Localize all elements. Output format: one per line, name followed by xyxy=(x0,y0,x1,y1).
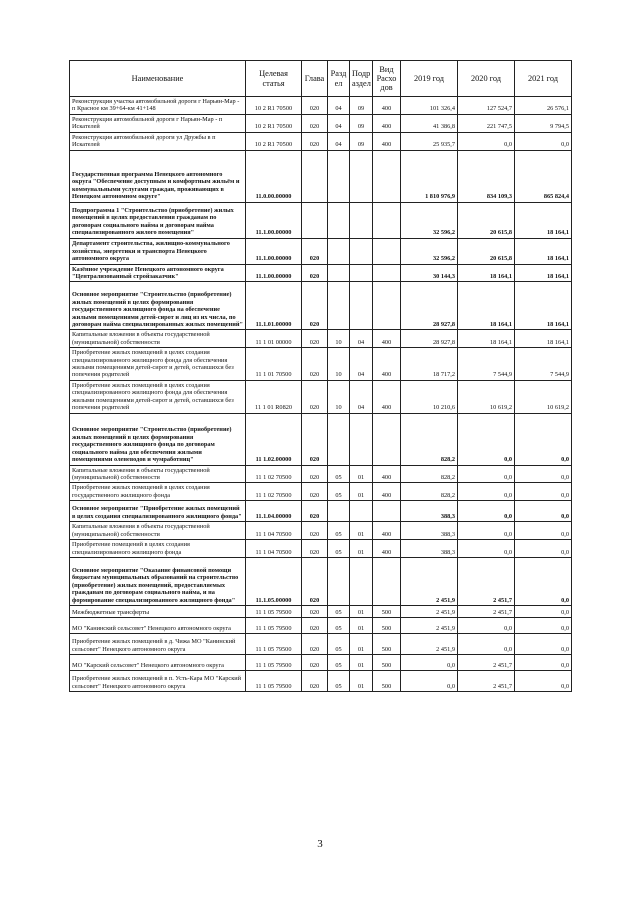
table-row xyxy=(70,282,572,330)
row-expense-type-cell xyxy=(373,150,401,202)
page-number: 3 xyxy=(317,838,323,850)
row-expense-type-cell xyxy=(373,413,401,465)
row-section-cell: 04 xyxy=(328,132,350,150)
row-expense-type-cell: 400 xyxy=(373,132,401,150)
row-year-2019-cell: 32 596,2 xyxy=(401,238,458,264)
row-year-2021-cell: 865 824,4 xyxy=(515,150,572,202)
table-row xyxy=(70,348,572,381)
row-year-2020-cell: 18 164,1 xyxy=(458,330,515,348)
row-name-cell: Основное мероприятие "Строительство (приобретение) жилых помещений в целях формирования государственного жилищного фонда по договорам социального найма для обеспечения жилыми помещениями оленеводов и чумработниц" xyxy=(70,413,246,465)
row-year-2020-cell: 2 451,7 xyxy=(458,670,515,691)
row-section-cell: 05 xyxy=(328,540,350,558)
row-chapter-cell: 020 xyxy=(302,605,328,617)
row-target-article-cell: 11.1.00.00000 xyxy=(246,238,302,264)
header-row xyxy=(70,61,572,97)
table-row xyxy=(70,132,572,150)
row-chapter-cell xyxy=(302,202,328,238)
row-section-cell xyxy=(328,501,350,522)
row-target-article-cell: 11 1 05 79500 xyxy=(246,605,302,617)
row-year-2021-cell: 0,0 xyxy=(515,605,572,617)
row-expense-type-cell: 400 xyxy=(373,483,401,501)
row-expense-type-cell: 400 xyxy=(373,330,401,348)
row-name-cell: Приобретение жилых помещений в целях создания государственного жилищного фонда xyxy=(70,483,246,501)
header-year-2019: 2019 год xyxy=(401,61,458,97)
row-chapter-cell: 020 xyxy=(302,670,328,691)
row-target-article-cell: 11 1 01 70500 xyxy=(246,348,302,381)
row-expense-type-cell: 500 xyxy=(373,617,401,633)
table-row xyxy=(70,97,572,115)
row-expense-type-cell: 400 xyxy=(373,380,401,413)
row-name-cell: Реконструкция автомобильной дороги г Нарьян-Мар - п Искателей xyxy=(70,114,246,132)
row-subsection-cell xyxy=(350,557,373,605)
row-target-article-cell: 11 1 04 70500 xyxy=(246,540,302,558)
row-subsection-cell: 01 xyxy=(350,654,373,670)
row-subsection-cell: 09 xyxy=(350,97,373,115)
row-year-2021-cell: 0,0 xyxy=(515,617,572,633)
row-name-cell: Приобретение помещений в целях создания специализированного жилищного фонда xyxy=(70,540,246,558)
row-year-2021-cell: 18 164,1 xyxy=(515,282,572,330)
row-year-2021-cell: 0,0 xyxy=(515,670,572,691)
row-year-2019-cell: 25 935,7 xyxy=(401,132,458,150)
row-target-article-cell: 11.0.00.00000 xyxy=(246,150,302,202)
row-target-article-cell: 11.1.05.00000 xyxy=(246,557,302,605)
table-row xyxy=(70,114,572,132)
row-year-2020-cell: 20 615,8 xyxy=(458,202,515,238)
row-year-2021-cell: 0,0 xyxy=(515,522,572,540)
table-row xyxy=(70,557,572,605)
row-target-article-cell: 11 1 01 00000 xyxy=(246,330,302,348)
row-name-cell: Основное мероприятие "Оказание финансовой помощи бюджетам муниципальных образований на строительство (приобретение) жилых помещений, предоставляемых гражданам по договорам социального найма, и на формирование специализированного жилищного фонда" xyxy=(70,557,246,605)
row-section-cell: 05 xyxy=(328,670,350,691)
row-section-cell xyxy=(328,238,350,264)
row-chapter-cell: 020 xyxy=(302,540,328,558)
row-year-2019-cell: 10 210,6 xyxy=(401,380,458,413)
table-row xyxy=(70,654,572,670)
row-chapter-cell xyxy=(302,150,328,202)
row-subsection-cell: 09 xyxy=(350,114,373,132)
row-name-cell: Приобретение жилых помещений в целях создания специализированного жилищного фонда для обеспечения жилыми помещениями детей-сирот и детей, оставшихся без попечения родителей xyxy=(70,380,246,413)
row-name-cell: Реконструкция участка автомобильной дороги г Нарьян-Мар - п Красное км 39+64-км 41+148 xyxy=(70,97,246,115)
row-year-2019-cell: 1 810 976,9 xyxy=(401,150,458,202)
row-target-article-cell: 11 1 02 70500 xyxy=(246,483,302,501)
row-target-article-cell: 11.1.00.00000 xyxy=(246,264,302,282)
row-year-2021-cell: 0,0 xyxy=(515,501,572,522)
table-row xyxy=(70,670,572,691)
row-year-2019-cell: 828,2 xyxy=(401,483,458,501)
row-subsection-cell xyxy=(350,282,373,330)
row-chapter-cell: 020 xyxy=(302,380,328,413)
row-name-cell: Департамент строительства, жилищно-коммунального хозяйства, энергетики и транспорта Ненецкого автономного округа xyxy=(70,238,246,264)
row-target-article-cell: 11.1.01.00000 xyxy=(246,282,302,330)
row-section-cell: 10 xyxy=(328,380,350,413)
row-year-2021-cell: 0,0 xyxy=(515,465,572,483)
row-expense-type-cell xyxy=(373,501,401,522)
row-year-2020-cell: 127 524,7 xyxy=(458,97,515,115)
row-year-2019-cell: 32 596,2 xyxy=(401,202,458,238)
row-year-2020-cell: 834 109,3 xyxy=(458,150,515,202)
row-chapter-cell: 020 xyxy=(302,348,328,381)
header-expense-type: Вид Расхо дов xyxy=(373,61,401,97)
row-chapter-cell: 020 xyxy=(302,97,328,115)
row-subsection-cell: 01 xyxy=(350,483,373,501)
row-year-2020-cell: 2 451,7 xyxy=(458,557,515,605)
row-year-2019-cell: 0,0 xyxy=(401,670,458,691)
row-year-2019-cell: 28 927,8 xyxy=(401,282,458,330)
row-year-2019-cell: 828,2 xyxy=(401,465,458,483)
row-year-2021-cell: 0,0 xyxy=(515,654,572,670)
row-target-article-cell: 10 2 R1 70500 xyxy=(246,97,302,115)
row-chapter-cell: 020 xyxy=(302,483,328,501)
row-section-cell: 10 xyxy=(328,348,350,381)
row-name-cell: Капитальные вложения в объекты государственной (муниципальной) собственности xyxy=(70,465,246,483)
row-target-article-cell: 11.1.00.00000 xyxy=(246,202,302,238)
row-year-2020-cell: 18 164,1 xyxy=(458,282,515,330)
header-chapter: Глава xyxy=(302,61,328,97)
row-year-2020-cell: 0,0 xyxy=(458,522,515,540)
row-section-cell xyxy=(328,557,350,605)
row-name-cell: Государственная программа Ненецкого автономного округа "Обеспечение доступным и комфортным жильём и коммунальными услугами граждан, проживающих в Ненецком автономном округе" xyxy=(70,150,246,202)
row-chapter-cell: 020 xyxy=(302,114,328,132)
row-expense-type-cell xyxy=(373,238,401,264)
row-name-cell: Приобретение жилых помещений в целях создания специализированного жилищного фонда для обеспечения жилыми помещениями детей-сирот и детей, оставшихся без попечения родителей xyxy=(70,348,246,381)
row-year-2019-cell: 2 451,9 xyxy=(401,557,458,605)
row-year-2019-cell: 828,2 xyxy=(401,413,458,465)
row-target-article-cell: 11 1 05 79500 xyxy=(246,654,302,670)
table-row xyxy=(70,605,572,617)
row-year-2020-cell: 221 747,5 xyxy=(458,114,515,132)
row-chapter-cell: 020 xyxy=(302,465,328,483)
row-target-article-cell: 11.1.04.00000 xyxy=(246,501,302,522)
header-target-article: Целевая статья xyxy=(246,61,302,97)
row-target-article-cell: 11 1.02.00000 xyxy=(246,413,302,465)
row-chapter-cell: 020 xyxy=(302,522,328,540)
row-year-2019-cell: 388,3 xyxy=(401,540,458,558)
table-row xyxy=(70,465,572,483)
row-year-2021-cell: 18 164,1 xyxy=(515,202,572,238)
row-subsection-cell: 01 xyxy=(350,522,373,540)
row-name-cell: МО "Канинский сельсовет" Ненецкого автономного округа xyxy=(70,617,246,633)
row-subsection-cell: 04 xyxy=(350,380,373,413)
row-subsection-cell xyxy=(350,202,373,238)
row-name-cell: Казённое учреждение Ненецкого автономного округа "Централизованный стройзаказчик" xyxy=(70,264,246,282)
row-section-cell xyxy=(328,202,350,238)
row-target-article-cell: 10 2 R1 70500 xyxy=(246,114,302,132)
row-section-cell: 05 xyxy=(328,465,350,483)
row-year-2021-cell: 0,0 xyxy=(515,540,572,558)
row-section-cell xyxy=(328,282,350,330)
table-row xyxy=(70,330,572,348)
table-row xyxy=(70,633,572,654)
table-row xyxy=(70,202,572,238)
row-subsection-cell: 01 xyxy=(350,633,373,654)
row-section-cell: 04 xyxy=(328,114,350,132)
row-section-cell xyxy=(328,413,350,465)
row-expense-type-cell: 400 xyxy=(373,348,401,381)
row-year-2021-cell: 18 164,1 xyxy=(515,264,572,282)
row-year-2021-cell: 18 164,1 xyxy=(515,238,572,264)
table-row xyxy=(70,150,572,202)
row-year-2020-cell: 0,0 xyxy=(458,413,515,465)
row-year-2020-cell: 20 615,8 xyxy=(458,238,515,264)
row-section-cell: 05 xyxy=(328,617,350,633)
table-row xyxy=(70,264,572,282)
row-year-2019-cell: 18 717,2 xyxy=(401,348,458,381)
row-chapter-cell: 020 xyxy=(302,654,328,670)
row-year-2019-cell: 2 451,9 xyxy=(401,605,458,617)
row-year-2020-cell: 0,0 xyxy=(458,633,515,654)
table-row xyxy=(70,483,572,501)
row-subsection-cell xyxy=(350,264,373,282)
row-name-cell: Межбюджетные трансферты xyxy=(70,605,246,617)
header-subsection: Подр аздел xyxy=(350,61,373,97)
row-year-2020-cell: 0,0 xyxy=(458,540,515,558)
row-year-2021-cell: 26 576,1 xyxy=(515,97,572,115)
row-name-cell: МО "Карский сельсовет" Ненецкого автономного округа xyxy=(70,654,246,670)
row-year-2021-cell: 0,0 xyxy=(515,132,572,150)
table-row xyxy=(70,617,572,633)
row-subsection-cell: 01 xyxy=(350,617,373,633)
header-name: Наименование xyxy=(70,61,246,97)
row-year-2019-cell: 28 927,8 xyxy=(401,330,458,348)
table-row xyxy=(70,540,572,558)
row-target-article-cell: 10 2 R1 70500 xyxy=(246,132,302,150)
row-year-2019-cell: 2 451,9 xyxy=(401,633,458,654)
row-target-article-cell: 11 1 01 R0820 xyxy=(246,380,302,413)
row-expense-type-cell: 500 xyxy=(373,654,401,670)
row-subsection-cell: 04 xyxy=(350,330,373,348)
row-chapter-cell: 020 xyxy=(302,282,328,330)
table-row xyxy=(70,380,572,413)
row-subsection-cell xyxy=(350,150,373,202)
header-year-2020: 2020 год xyxy=(458,61,515,97)
row-chapter-cell: 020 xyxy=(302,132,328,150)
row-expense-type-cell: 500 xyxy=(373,605,401,617)
row-expense-type-cell: 400 xyxy=(373,97,401,115)
row-target-article-cell: 11 1 05 79500 xyxy=(246,617,302,633)
row-name-cell: Приобретение жилых помещений в д. Чижа МО "Канинский сельсовет" Ненецкого автономного округа xyxy=(70,633,246,654)
row-name-cell: Основное мероприятие "Строительство (приобретение) жилых помещений в целях формирования государственного жилищного фонда на обеспечение жилыми помещениями детей-сирот и лиц из их числа, по договорам найма специализированных жилых помещений" xyxy=(70,282,246,330)
row-name-cell: Подпрограмма 1 "Строительство (приобретение) жилых помещений в целях предоставления гражданам по договорам социального найма и договорам найма специализированного жилого помещения" xyxy=(70,202,246,238)
row-section-cell: 05 xyxy=(328,605,350,617)
row-chapter-cell: 020 xyxy=(302,330,328,348)
row-year-2021-cell: 0,0 xyxy=(515,557,572,605)
row-subsection-cell: 01 xyxy=(350,670,373,691)
row-expense-type-cell: 500 xyxy=(373,670,401,691)
row-year-2020-cell: 0,0 xyxy=(458,617,515,633)
row-chapter-cell: 020 xyxy=(302,264,328,282)
row-year-2020-cell: 2 451,7 xyxy=(458,654,515,670)
row-section-cell: 05 xyxy=(328,483,350,501)
row-year-2021-cell: 0,0 xyxy=(515,413,572,465)
row-year-2021-cell: 7 544,9 xyxy=(515,348,572,381)
row-expense-type-cell xyxy=(373,557,401,605)
row-section-cell: 05 xyxy=(328,522,350,540)
header-section: Разд ел xyxy=(328,61,350,97)
row-name-cell: Капитальные вложения в объекты государственной (муниципальной) собственности xyxy=(70,330,246,348)
row-year-2020-cell: 0,0 xyxy=(458,483,515,501)
table-row xyxy=(70,413,572,465)
row-subsection-cell: 01 xyxy=(350,605,373,617)
row-target-article-cell: 11 1 04 70500 xyxy=(246,522,302,540)
row-year-2019-cell: 388,3 xyxy=(401,501,458,522)
row-year-2021-cell: 9 794,5 xyxy=(515,114,572,132)
row-year-2020-cell: 0,0 xyxy=(458,501,515,522)
row-expense-type-cell: 400 xyxy=(373,114,401,132)
row-year-2020-cell: 18 164,1 xyxy=(458,264,515,282)
row-year-2020-cell: 0,0 xyxy=(458,132,515,150)
row-subsection-cell xyxy=(350,413,373,465)
row-name-cell: Приобретение жилых помещений в п. Усть-Кара МО "Карский сельсовет" Ненецкого автономного округа xyxy=(70,670,246,691)
row-section-cell: 10 xyxy=(328,330,350,348)
row-year-2020-cell: 0,0 xyxy=(458,465,515,483)
row-chapter-cell: 020 xyxy=(302,238,328,264)
row-year-2020-cell: 2 451,7 xyxy=(458,605,515,617)
table-row xyxy=(70,238,572,264)
row-year-2020-cell: 7 544,9 xyxy=(458,348,515,381)
row-chapter-cell: 020 xyxy=(302,633,328,654)
row-expense-type-cell xyxy=(373,264,401,282)
header-year-2021: 2021 год xyxy=(515,61,572,97)
row-subsection-cell: 04 xyxy=(350,348,373,381)
row-name-cell: Реконструкция автомобильной дороги ул Дружбы в п Искателей xyxy=(70,132,246,150)
row-target-article-cell: 11 1 02 70500 xyxy=(246,465,302,483)
row-expense-type-cell xyxy=(373,282,401,330)
row-chapter-cell: 020 xyxy=(302,413,328,465)
row-year-2019-cell: 30 144,3 xyxy=(401,264,458,282)
row-subsection-cell: 09 xyxy=(350,132,373,150)
row-name-cell: Капитальные вложения в объекты государственной (муниципальной) собственности xyxy=(70,522,246,540)
row-year-2021-cell: 0,0 xyxy=(515,633,572,654)
row-chapter-cell: 020 xyxy=(302,557,328,605)
row-target-article-cell: 11 1 05 79500 xyxy=(246,670,302,691)
row-year-2021-cell: 0,0 xyxy=(515,483,572,501)
row-year-2021-cell: 10 619,2 xyxy=(515,380,572,413)
row-expense-type-cell: 400 xyxy=(373,465,401,483)
row-subsection-cell: 01 xyxy=(350,540,373,558)
row-chapter-cell: 020 xyxy=(302,501,328,522)
row-section-cell xyxy=(328,150,350,202)
row-year-2019-cell: 2 451,9 xyxy=(401,617,458,633)
row-chapter-cell: 020 xyxy=(302,617,328,633)
budget-table xyxy=(69,60,572,692)
row-expense-type-cell: 400 xyxy=(373,522,401,540)
row-expense-type-cell xyxy=(373,202,401,238)
row-section-cell: 05 xyxy=(328,633,350,654)
row-target-article-cell: 11 1 05 79500 xyxy=(246,633,302,654)
row-subsection-cell xyxy=(350,238,373,264)
row-year-2020-cell: 10 619,2 xyxy=(458,380,515,413)
row-subsection-cell xyxy=(350,501,373,522)
row-year-2019-cell: 0,0 xyxy=(401,654,458,670)
row-section-cell xyxy=(328,264,350,282)
row-year-2019-cell: 101 326,4 xyxy=(401,97,458,115)
row-year-2021-cell: 18 164,1 xyxy=(515,330,572,348)
row-expense-type-cell: 400 xyxy=(373,540,401,558)
row-name-cell: Основное мероприятие "Приобретение жилых помещений в целях создания специализированного жилищного фонда" xyxy=(70,501,246,522)
row-section-cell: 05 xyxy=(328,654,350,670)
row-subsection-cell: 01 xyxy=(350,465,373,483)
table-row xyxy=(70,501,572,522)
row-expense-type-cell: 500 xyxy=(373,633,401,654)
row-section-cell: 04 xyxy=(328,97,350,115)
row-year-2019-cell: 388,3 xyxy=(401,522,458,540)
table-row xyxy=(70,522,572,540)
row-year-2019-cell: 41 386,8 xyxy=(401,114,458,132)
